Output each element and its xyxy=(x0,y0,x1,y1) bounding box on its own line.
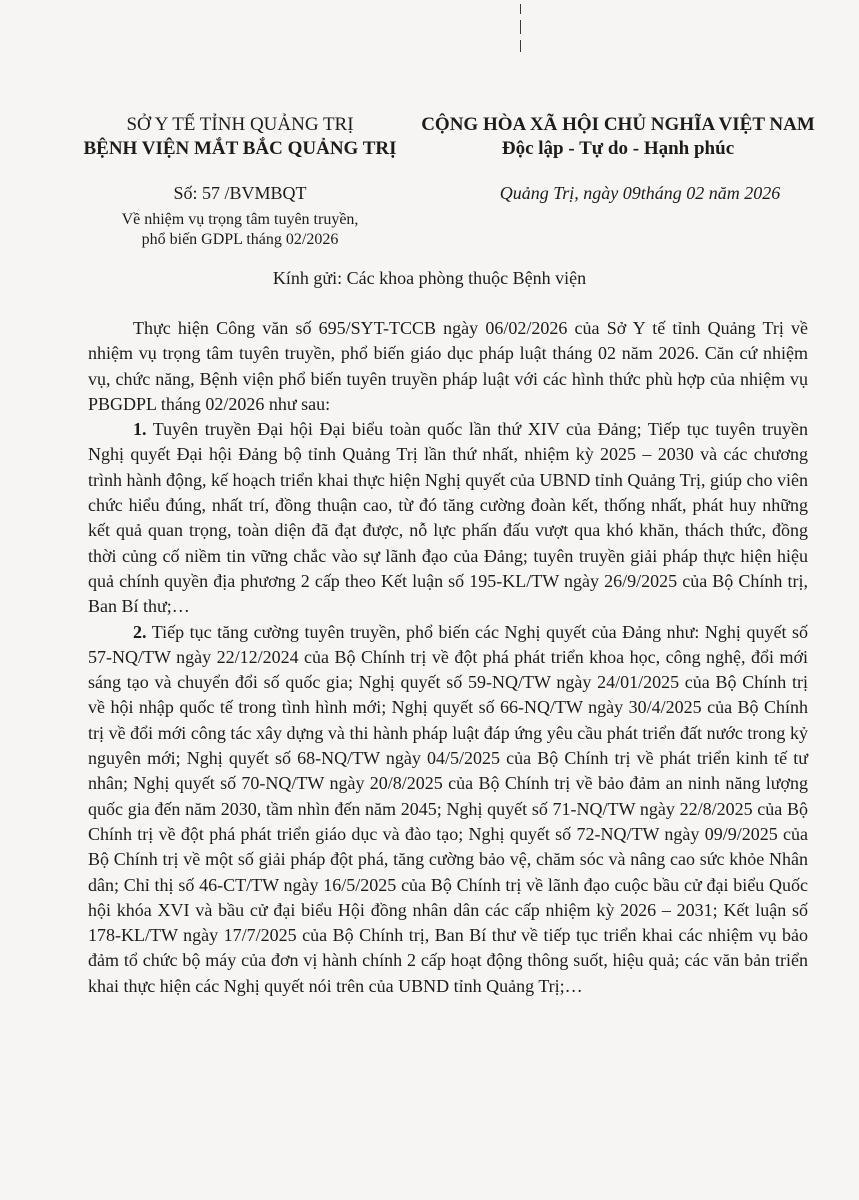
scan-artifact-line xyxy=(520,40,521,52)
subject-line: phổ biến GDPL tháng 02/2026 xyxy=(141,231,339,248)
item-text: Tiếp tục tăng cường tuyên truyền, phổ biến các Nghị quyết của Đảng như: Nghị quyết số 57-NQ/TW ngày 22/12/2024 của Bộ Chính trị về đột phá phát triển khoa học, công nghệ, đổi mới sáng tạo và chuyển đổi số quốc gia; Nghị quyết số 59-NQ/TW ngày 24/01/2025 của Bộ Chính trị về hội nhập quốc tế trong tình hình mới; Nghị quyết số 66-NQ/TW ngày 30/4/2025 của Bộ Chính trị về đổi mới công tác xây dựng và thi hành pháp luật đáp ứng yêu cầu phát triển đất nước trong kỷ nguyên mới; Nghị quyết số 68-NQ/TW ngày 04/5/2025 của Bộ Chính trị về phát triển kinh tế tư nhân; Nghị quyết số 70-NQ/TW ngày 20/8/2025 của Bộ Chính trị về bảo đảm an ninh năng lượng quốc gia đến năm 2030, tầm nhìn đến năm 2045; Nghị quyết số 71-NQ/TW ngày 22/8/2025 của Bộ Chính trị về đột phá phát triển giáo dục và đào tạo; Nghị quyết số 72-NQ/TW ngày 09/9/2025 của Bộ Chính trị về một số giải pháp đột phá, tăng cường bảo vệ, chăm sóc và nâng cao sức khỏe Nhân dân; Chỉ thị số 46-CT/TW ngày 16/5/2025 của Bộ Chính trị về lãnh đạo cuộc bầu cử đại biểu Quốc hội khóa XVI và bầu cử đại biểu Hội đồng nhân dân các cấp nhiệm kỳ 2026 – 2031; Kết luận số 178-KL/TW ngày 17/7/2025 của Bộ Chính trị, Ban Bí thư về tiếp tục triển khai các nhiệm vụ bảo đảm tổ chức bộ máy của đơn vị hành chính 2 cấp hoạt động thông suốt, hiệu quả; các văn bản triển khai thực hiện các Nghị quyết nói trên của UBND tỉnh Quảng Trị;… xyxy=(88,621,808,996)
parent-organization: SỞ Y TẾ TỈNH QUẢNG TRỊ xyxy=(126,114,354,135)
organization-name: BỆNH VIỆN MẮT BẮC QUẢNG TRỊ xyxy=(83,138,397,159)
issuer-block xyxy=(60,113,420,161)
recipient-line: Kính gửi: Các khoa phòng thuộc Bệnh viện xyxy=(272,268,587,288)
subject-line: Về nhiệm vụ trọng tâm tuyên truyền, xyxy=(121,211,359,228)
item-1-paragraph xyxy=(88,417,808,619)
document-number: Số: 57 /BVMBQT xyxy=(173,183,307,203)
country-name: CỘNG HÒA XÃ HỘI CHỦ NGHĨA VIỆT NAM xyxy=(421,114,815,135)
national-motto: Độc lập - Tự do - Hạnh phúc xyxy=(501,138,735,159)
document-date: Quảng Trị, ngày 09tháng 02 năm 2026 xyxy=(499,183,781,203)
intro-paragraph: Thực hiện Công văn số 695/SYT-TCCB ngày 06/02/2026 của Sở Y tế tỉnh Quảng Trị về nhiệm vụ trọng tâm tuyên truyền, phổ biến giáo dục pháp luật tháng 02 năm 2026. Căn cứ nhiệm vụ, chức năng, Bệnh viện phổ biến tuyên truyền pháp luật với các hình thức phù hợp của nhiệm vụ PBGDPL tháng 02/2026 như sau: xyxy=(88,318,808,414)
scan-artifact-line xyxy=(520,4,521,14)
item-text: Tuyên truyền Đại hội Đại biểu toàn quốc lần thứ XIV của Đảng; Tiếp tục tuyên truyền Nghị quyết Đại hội Đảng bộ tỉnh Quảng Trị lần thứ nhất, nhiệm kỳ 2025 – 2030 và các chương trình hành động, kế hoạch triển khai thực hiện Nghị quyết của UBND tỉnh Quảng Trị, giúp cho viên chức hiểu đúng, nhất trí, đồng thuận cao, từ đó tăng cường đoàn kết, thống nhất, phát huy những kết quả quan trọng, toàn diện đã đạt được, nỗ lực phấn đấu vượt qua khó khăn, thách thức, đồng thời củng cố niềm tin vững chắc vào sự lãnh đạo của Đảng; tuyên truyền giải pháp thực hiện hiệu quả chính quyền địa phương 2 cấp theo Kết luận số 195-KL/TW ngày 26/9/2025 của Bộ Chính trị, Ban Bí thư;… xyxy=(88,419,808,617)
document-body xyxy=(88,316,808,999)
item-number: 2. xyxy=(133,621,147,642)
national-header xyxy=(418,113,818,161)
scan-artifact-line xyxy=(520,20,521,34)
document-subject xyxy=(60,210,420,250)
item-2-paragraph xyxy=(88,620,808,999)
item-number: 1. xyxy=(133,419,147,440)
